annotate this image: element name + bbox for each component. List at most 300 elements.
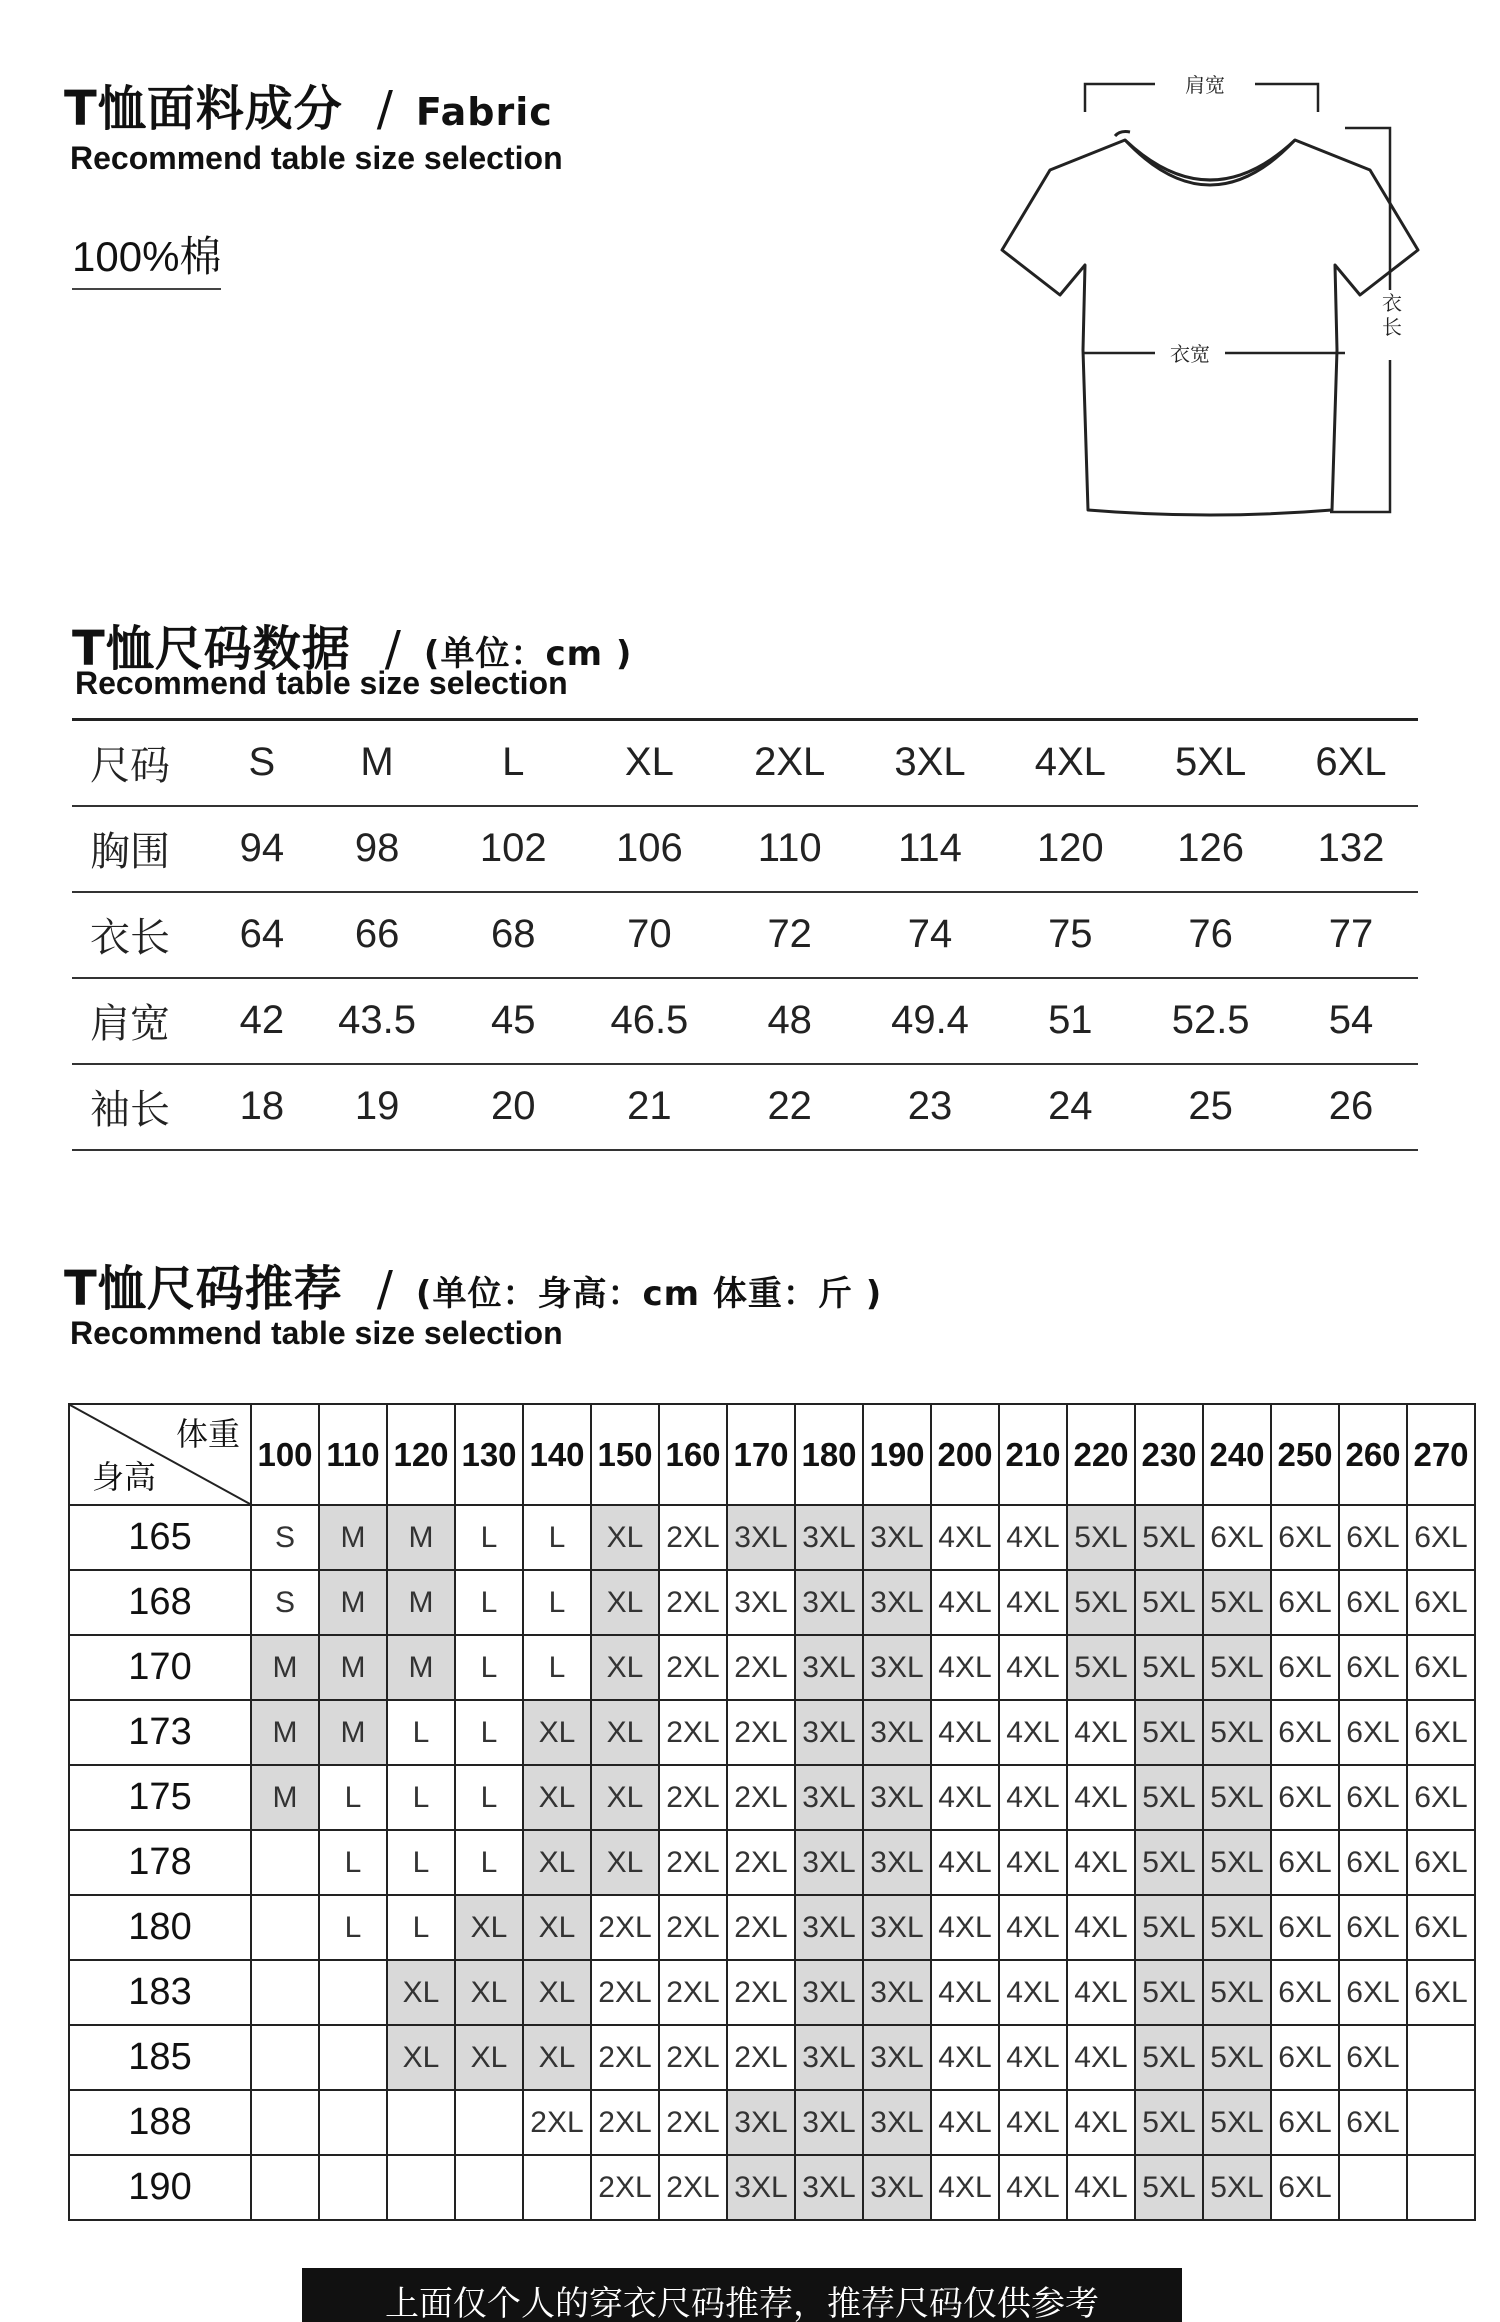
- recommended-size-cell: L: [523, 1505, 591, 1570]
- size-cell: 70: [627, 912, 672, 956]
- length-label-group: [1382, 291, 1402, 339]
- recommended-size-cell: 6XL: [1271, 1700, 1339, 1765]
- size-recommendation-grid: [68, 1403, 1476, 2221]
- recommended-size-cell: M: [319, 1700, 387, 1765]
- recommended-size-cell: 2XL: [727, 1765, 795, 1830]
- fabric-subtitle: Recommend table size selection: [70, 140, 563, 176]
- size-cell: 4XL: [1034, 740, 1106, 785]
- recommended-size-cell: 3XL: [795, 1635, 863, 1700]
- height-label-cell: 173: [69, 1700, 251, 1765]
- recommended-size-cell: 4XL: [999, 1570, 1067, 1635]
- recommended-size-cell: 6XL: [1271, 2025, 1339, 2090]
- recommended-size-cell: 5XL: [1067, 1635, 1135, 1700]
- note-text: 上面仅个人的穿衣尺码推荐，推荐尺码仅供参考: [385, 2284, 1099, 2322]
- recommended-size-cell: 5XL: [1135, 1830, 1203, 1895]
- size-row-label: 肩宽: [90, 1001, 170, 1047]
- height-label-cell: 180: [69, 1895, 251, 1960]
- recommended-size-cell: 5XL: [1203, 1960, 1271, 2025]
- recommended-size-cell: M: [319, 1635, 387, 1700]
- size-row-label: 衣长: [90, 915, 170, 961]
- weight-header-cell: 120: [387, 1404, 455, 1505]
- recommended-size-cell: [251, 2155, 319, 2220]
- recommended-size-cell: 4XL: [999, 1830, 1067, 1895]
- size-cell: 21: [627, 1084, 672, 1128]
- size-cell: 75: [1048, 912, 1093, 956]
- size-cell: S: [248, 740, 276, 785]
- recommended-size-cell: 5XL: [1203, 1700, 1271, 1765]
- recommended-size-cell: 2XL: [659, 1830, 727, 1895]
- recommended-size-cell: 4XL: [931, 2025, 999, 2090]
- weight-header-cell: 260: [1339, 1404, 1407, 1505]
- recommended-size-cell: 6XL: [1407, 1635, 1475, 1700]
- recommended-size-cell: 4XL: [931, 1505, 999, 1570]
- recommend-title: T恤尺码推荐: [64, 1261, 343, 1317]
- size-cell: 114: [898, 826, 962, 870]
- recommended-size-cell: 5XL: [1135, 1960, 1203, 2025]
- recommend-subtitle: Recommend table size selection: [70, 1315, 563, 1351]
- recommended-size-cell: 4XL: [931, 2155, 999, 2220]
- recommended-size-cell: [1339, 2155, 1407, 2220]
- height-axis-label: 身高: [92, 1459, 157, 1495]
- recommended-size-cell: 5XL: [1203, 1830, 1271, 1895]
- size-cell: 18: [239, 1084, 285, 1128]
- size-cell: 77: [1328, 912, 1374, 956]
- recommended-size-cell: 5XL: [1203, 2025, 1271, 2090]
- recommended-size-cell: 4XL: [999, 1960, 1067, 2025]
- recommended-size-cell: 6XL: [1203, 1505, 1271, 1570]
- recommended-size-cell: 3XL: [863, 1895, 931, 1960]
- size-cell: 48: [767, 998, 812, 1042]
- recommended-size-cell: 6XL: [1339, 2025, 1407, 2090]
- recommended-size-cell: 2XL: [659, 1960, 727, 2025]
- recommended-size-cell: 5XL: [1203, 2090, 1271, 2155]
- size-cell: 46.5: [610, 998, 689, 1042]
- recommended-size-cell: [455, 2090, 523, 2155]
- recommended-size-cell: [319, 1960, 387, 2025]
- recommended-size-cell: 3XL: [795, 2025, 863, 2090]
- recommended-size-cell: 6XL: [1271, 1895, 1339, 1960]
- recommended-size-cell: 2XL: [659, 1895, 727, 1960]
- recommended-size-cell: 4XL: [931, 1895, 999, 1960]
- recommended-size-cell: 6XL: [1339, 1635, 1407, 1700]
- recommended-size-cell: 2XL: [659, 2155, 727, 2220]
- recommended-size-cell: L: [523, 1635, 591, 1700]
- recommended-size-cell: 5XL: [1135, 1765, 1203, 1830]
- weight-header-cell: 150: [591, 1404, 659, 1505]
- recommended-size-cell: 4XL: [931, 1765, 999, 1830]
- recommended-size-cell: 6XL: [1271, 1635, 1339, 1700]
- recommended-size-cell: 6XL: [1407, 1700, 1475, 1765]
- size-data-subtitle: Recommend table size selection: [75, 665, 568, 701]
- size-cell: 26: [1328, 1084, 1374, 1128]
- size-cell: 42: [239, 998, 285, 1042]
- size-row: [72, 978, 1418, 1064]
- recommended-size-cell: 6XL: [1339, 1960, 1407, 2025]
- height-label-cell: 170: [69, 1635, 251, 1700]
- recommended-size-cell: 2XL: [659, 1570, 727, 1635]
- recommended-size-cell: 2XL: [659, 2025, 727, 2090]
- size-data-table: [72, 718, 1418, 1151]
- recommended-size-cell: L: [455, 1570, 523, 1635]
- recommended-size-cell: 3XL: [795, 1700, 863, 1765]
- recommended-size-cell: 6XL: [1271, 1960, 1339, 2025]
- weight-axis-label: 体重: [175, 1416, 240, 1452]
- recommended-size-cell: 3XL: [863, 1765, 931, 1830]
- height-label-cell: 185: [69, 2025, 251, 2090]
- weight-header-cell: 240: [1203, 1404, 1271, 1505]
- recommended-size-cell: 6XL: [1407, 1505, 1475, 1570]
- recommended-size-cell: 2XL: [523, 2090, 591, 2155]
- size-cell: 24: [1048, 1084, 1093, 1128]
- recommended-size-cell: 3XL: [863, 1505, 931, 1570]
- recommended-size-cell: 5XL: [1135, 2025, 1203, 2090]
- recommended-size-cell: L: [319, 1830, 387, 1895]
- weight-header-cell: 170: [727, 1404, 795, 1505]
- recommended-size-cell: 3XL: [863, 2155, 931, 2220]
- recommended-size-cell: L: [455, 1635, 523, 1700]
- size-cell: 76: [1188, 912, 1233, 956]
- weight-header-cell: 190: [863, 1404, 931, 1505]
- tshirt-measurement-diagram: [1000, 60, 1420, 530]
- weight-header-cell: 180: [795, 1404, 863, 1505]
- recommended-size-cell: 3XL: [795, 1570, 863, 1635]
- recommended-size-cell: 2XL: [591, 2025, 659, 2090]
- recommended-size-cell: 3XL: [863, 2090, 931, 2155]
- recommended-size-cell: 5XL: [1135, 2090, 1203, 2155]
- length-label: 衣长: [1382, 291, 1402, 339]
- recommended-size-cell: 5XL: [1203, 1635, 1271, 1700]
- size-cell: 64: [239, 912, 285, 956]
- size-cell: 45: [490, 998, 536, 1042]
- size-cell: L: [502, 740, 525, 785]
- recommended-size-cell: 5XL: [1135, 1570, 1203, 1635]
- recommended-size-cell: 4XL: [1067, 1765, 1135, 1830]
- recommended-size-cell: 3XL: [795, 1765, 863, 1830]
- recommended-size-cell: M: [251, 1700, 319, 1765]
- size-cell: M: [360, 740, 394, 785]
- height-row: [69, 2025, 1475, 2090]
- recommended-size-cell: 3XL: [727, 2090, 795, 2155]
- recommended-size-cell: 3XL: [727, 2155, 795, 2220]
- recommended-size-cell: 4XL: [1067, 2155, 1135, 2220]
- recommended-size-cell: 5XL: [1135, 1895, 1203, 1960]
- size-cell: XL: [624, 740, 674, 785]
- size-data-title: T恤尺码数据: [72, 621, 351, 677]
- recommended-size-cell: 4XL: [1067, 2090, 1135, 2155]
- tshirt-outline: [1002, 140, 1418, 515]
- title-slash: /: [384, 621, 402, 677]
- recommended-size-cell: M: [387, 1570, 455, 1635]
- recommended-size-cell: 6XL: [1271, 2155, 1339, 2220]
- recommended-size-cell: 2XL: [591, 2090, 659, 2155]
- recommended-size-cell: 4XL: [999, 1895, 1067, 1960]
- size-cell: 6XL: [1315, 740, 1387, 785]
- size-cell: 20: [490, 1084, 536, 1128]
- size-cell: 51: [1048, 998, 1093, 1042]
- recommended-size-cell: XL: [591, 1570, 659, 1635]
- recommended-size-cell: 4XL: [999, 2025, 1067, 2090]
- size-cell: 120: [1036, 826, 1104, 870]
- height-row: [69, 1505, 1475, 1570]
- size-cell: 2XL: [754, 740, 826, 785]
- recommended-size-cell: 5XL: [1135, 1700, 1203, 1765]
- height-row: [69, 1830, 1475, 1895]
- recommended-size-cell: XL: [591, 1765, 659, 1830]
- size-row: [72, 806, 1418, 892]
- recommended-size-cell: 4XL: [931, 2090, 999, 2155]
- recommended-size-cell: 6XL: [1339, 2090, 1407, 2155]
- size-cell: 49.4: [891, 998, 969, 1042]
- size-cell: 52.5: [1171, 998, 1250, 1042]
- recommended-size-cell: XL: [523, 1765, 591, 1830]
- recommended-size-cell: 2XL: [727, 2025, 795, 2090]
- size-cell: 3XL: [894, 740, 966, 785]
- recommended-size-cell: 2XL: [659, 1765, 727, 1830]
- recommended-size-cell: [1407, 2025, 1475, 2090]
- recommended-size-cell: 4XL: [1067, 1895, 1135, 1960]
- recommended-size-cell: M: [251, 1635, 319, 1700]
- height-row: [69, 1635, 1475, 1700]
- recommended-size-cell: 4XL: [1067, 1830, 1135, 1895]
- recommended-size-cell: [251, 1895, 319, 1960]
- recommended-size-cell: XL: [591, 1700, 659, 1765]
- recommended-size-cell: 6XL: [1271, 1765, 1339, 1830]
- recommended-size-cell: 2XL: [659, 1700, 727, 1765]
- fabric-title-line: [64, 70, 553, 139]
- recommended-size-cell: 5XL: [1067, 1505, 1135, 1570]
- recommended-size-cell: 6XL: [1339, 1830, 1407, 1895]
- recommended-size-cell: [387, 2090, 455, 2155]
- recommended-size-cell: 2XL: [659, 1635, 727, 1700]
- size-row: [72, 892, 1418, 978]
- recommended-size-cell: 2XL: [727, 1830, 795, 1895]
- size-cell: 19: [354, 1084, 400, 1128]
- size-row: [72, 720, 1418, 806]
- recommended-size-cell: [387, 2155, 455, 2220]
- recommended-size-cell: [1407, 2090, 1475, 2155]
- weight-header-cell: 200: [931, 1404, 999, 1505]
- recommended-size-cell: L: [523, 1570, 591, 1635]
- size-cell: 66: [354, 912, 400, 956]
- size-cell: 106: [616, 826, 683, 870]
- recommended-size-cell: 3XL: [795, 1830, 863, 1895]
- recommended-size-cell: 2XL: [727, 1700, 795, 1765]
- size-cell: 132: [1317, 826, 1385, 870]
- recommended-size-cell: 6XL: [1339, 1895, 1407, 1960]
- recommended-size-cell: [251, 1960, 319, 2025]
- recommended-size-cell: 6XL: [1339, 1570, 1407, 1635]
- recommended-size-cell: 6XL: [1339, 1700, 1407, 1765]
- recommended-size-cell: 3XL: [863, 1960, 931, 2025]
- size-cell: 72: [767, 912, 812, 956]
- recommended-size-cell: XL: [591, 1635, 659, 1700]
- recommended-size-cell: 4XL: [931, 1960, 999, 2025]
- weight-header-cell: 250: [1271, 1404, 1339, 1505]
- recommended-size-cell: 5XL: [1203, 2155, 1271, 2220]
- recommended-size-cell: [251, 1830, 319, 1895]
- recommended-size-cell: 3XL: [795, 1895, 863, 1960]
- weight-header-cell: 110: [319, 1404, 387, 1505]
- recommended-size-cell: 5XL: [1203, 1570, 1271, 1635]
- recommended-size-cell: 6XL: [1271, 1505, 1339, 1570]
- weight-header-cell: 220: [1067, 1404, 1135, 1505]
- recommended-size-cell: [319, 2025, 387, 2090]
- recommended-size-cell: 6XL: [1407, 1960, 1475, 2025]
- recommended-size-cell: 6XL: [1407, 1570, 1475, 1635]
- size-cell: 23: [907, 1084, 953, 1128]
- height-label-cell: 190: [69, 2155, 251, 2220]
- recommended-size-cell: L: [387, 1895, 455, 1960]
- recommended-size-cell: XL: [523, 1700, 591, 1765]
- recommended-size-cell: 2XL: [659, 2090, 727, 2155]
- recommended-size-cell: 4XL: [999, 1700, 1067, 1765]
- recommended-size-cell: 2XL: [727, 1960, 795, 2025]
- chest-width-label: 衣宽: [1170, 342, 1210, 366]
- recommended-size-cell: [455, 2155, 523, 2220]
- recommended-size-cell: 5XL: [1135, 2155, 1203, 2220]
- recommended-size-cell: 4XL: [999, 2155, 1067, 2220]
- height-label-cell: 183: [69, 1960, 251, 2025]
- recommended-size-cell: 2XL: [659, 1505, 727, 1570]
- recommended-size-cell: 4XL: [931, 1635, 999, 1700]
- height-row: [69, 1960, 1475, 2025]
- recommended-size-cell: XL: [455, 2025, 523, 2090]
- fabric-title-en: Fabric: [415, 90, 553, 134]
- recommended-size-cell: XL: [387, 1960, 455, 2025]
- recommended-size-cell: L: [455, 1765, 523, 1830]
- recommend-title-line: [64, 1250, 882, 1319]
- height-label-cell: 175: [69, 1765, 251, 1830]
- weight-header-cell: 160: [659, 1404, 727, 1505]
- recommended-size-cell: [319, 2155, 387, 2220]
- recommended-size-cell: XL: [387, 2025, 455, 2090]
- recommended-size-cell: [319, 2090, 387, 2155]
- recommended-size-cell: 4XL: [1067, 1960, 1135, 2025]
- height-row: [69, 1765, 1475, 1830]
- recommended-size-cell: S: [251, 1505, 319, 1570]
- fabric-composition: 100%棉: [72, 224, 221, 290]
- recommended-size-cell: XL: [591, 1505, 659, 1570]
- height-row: [69, 1570, 1475, 1635]
- recommended-size-cell: M: [319, 1505, 387, 1570]
- recommended-size-cell: XL: [523, 1960, 591, 2025]
- recommended-size-cell: L: [387, 1765, 455, 1830]
- tshirt-collar: [1125, 140, 1295, 185]
- size-cell: 102: [479, 826, 547, 870]
- height-label-cell: 168: [69, 1570, 251, 1635]
- recommended-size-cell: 3XL: [863, 1830, 931, 1895]
- recommended-size-cell: 5XL: [1203, 1895, 1271, 1960]
- recommended-size-cell: XL: [523, 2025, 591, 2090]
- recommended-size-cell: M: [319, 1570, 387, 1635]
- size-cell: 22: [767, 1084, 812, 1128]
- recommended-size-cell: 2XL: [591, 1960, 659, 2025]
- recommended-size-cell: S: [251, 1570, 319, 1635]
- recommended-size-cell: L: [455, 1505, 523, 1570]
- recommended-size-cell: 2XL: [727, 1635, 795, 1700]
- size-cell: 126: [1177, 826, 1244, 870]
- recommended-size-cell: [251, 2090, 319, 2155]
- recommended-size-cell: 4XL: [999, 1635, 1067, 1700]
- size-data-unit: (单位：cm ): [423, 634, 633, 674]
- recommended-size-cell: 3XL: [727, 1505, 795, 1570]
- recommended-size-cell: 3XL: [863, 2025, 931, 2090]
- recommended-size-cell: 6XL: [1407, 1765, 1475, 1830]
- recommended-size-cell: [251, 2025, 319, 2090]
- recommended-size-cell: 3XL: [795, 2155, 863, 2220]
- height-label-cell: 165: [69, 1505, 251, 1570]
- recommended-size-cell: 6XL: [1271, 2090, 1339, 2155]
- recommended-size-cell: 3XL: [863, 1570, 931, 1635]
- recommended-size-cell: 6XL: [1407, 1895, 1475, 1960]
- recommended-size-cell: 3XL: [795, 2090, 863, 2155]
- weight-header-cell: 130: [455, 1404, 523, 1505]
- height-row: [69, 2090, 1475, 2155]
- recommended-size-cell: XL: [523, 1830, 591, 1895]
- weight-header-cell: 230: [1135, 1404, 1203, 1505]
- recommended-size-cell: 2XL: [591, 1895, 659, 1960]
- recommended-size-cell: L: [319, 1765, 387, 1830]
- size-cell: 98: [354, 826, 400, 870]
- size-row-label: 胸围: [90, 829, 170, 875]
- height-row: [69, 1700, 1475, 1765]
- recommended-size-cell: XL: [455, 1895, 523, 1960]
- recommended-size-cell: 4XL: [999, 1505, 1067, 1570]
- recommended-size-cell: L: [387, 1830, 455, 1895]
- height-row: [69, 2155, 1475, 2220]
- recommended-size-cell: 2XL: [591, 2155, 659, 2220]
- height-label-cell: 188: [69, 2090, 251, 2155]
- size-row: [72, 1064, 1418, 1150]
- recommended-size-cell: M: [387, 1505, 455, 1570]
- recommended-size-cell: 5XL: [1067, 1570, 1135, 1635]
- recommended-size-cell: 4XL: [931, 1700, 999, 1765]
- shoulder-width-label: 肩宽: [1185, 73, 1225, 97]
- size-cell: 68: [490, 912, 536, 956]
- recommended-size-cell: 3XL: [727, 1570, 795, 1635]
- recommend-unit: (单位：身高：cm 体重：斤 ): [415, 1274, 883, 1314]
- recommended-size-cell: [523, 2155, 591, 2220]
- recommended-size-cell: 4XL: [931, 1830, 999, 1895]
- recommended-size-cell: 6XL: [1339, 1765, 1407, 1830]
- recommended-size-cell: XL: [523, 1895, 591, 1960]
- recommended-size-cell: 3XL: [795, 1505, 863, 1570]
- recommended-size-cell: M: [251, 1765, 319, 1830]
- size-row-label: 尺码: [90, 743, 170, 790]
- weight-header-cell: 100: [251, 1404, 319, 1505]
- height-row: [69, 1895, 1475, 1960]
- recommended-size-cell: 2XL: [727, 1895, 795, 1960]
- fabric-title: T恤面料成分: [64, 81, 343, 137]
- grid-corner-cell: [69, 1404, 251, 1505]
- weight-header-cell: 270: [1407, 1404, 1475, 1505]
- recommended-size-cell: 6XL: [1407, 1830, 1475, 1895]
- recommended-size-cell: M: [387, 1635, 455, 1700]
- recommended-size-cell: 3XL: [795, 1960, 863, 2025]
- title-slash: /: [376, 81, 394, 137]
- recommended-size-cell: [1407, 2155, 1475, 2220]
- size-cell: 43.5: [338, 998, 417, 1042]
- weight-header-row: [69, 1404, 1475, 1505]
- weight-header-cell: 210: [999, 1404, 1067, 1505]
- recommended-size-cell: L: [319, 1895, 387, 1960]
- title-slash: /: [376, 1261, 394, 1317]
- recommended-size-cell: 6XL: [1271, 1830, 1339, 1895]
- weight-header-cell: 140: [523, 1404, 591, 1505]
- recommended-size-cell: 5XL: [1203, 1765, 1271, 1830]
- recommended-size-cell: 4XL: [1067, 2025, 1135, 2090]
- recommended-size-cell: 4XL: [999, 2090, 1067, 2155]
